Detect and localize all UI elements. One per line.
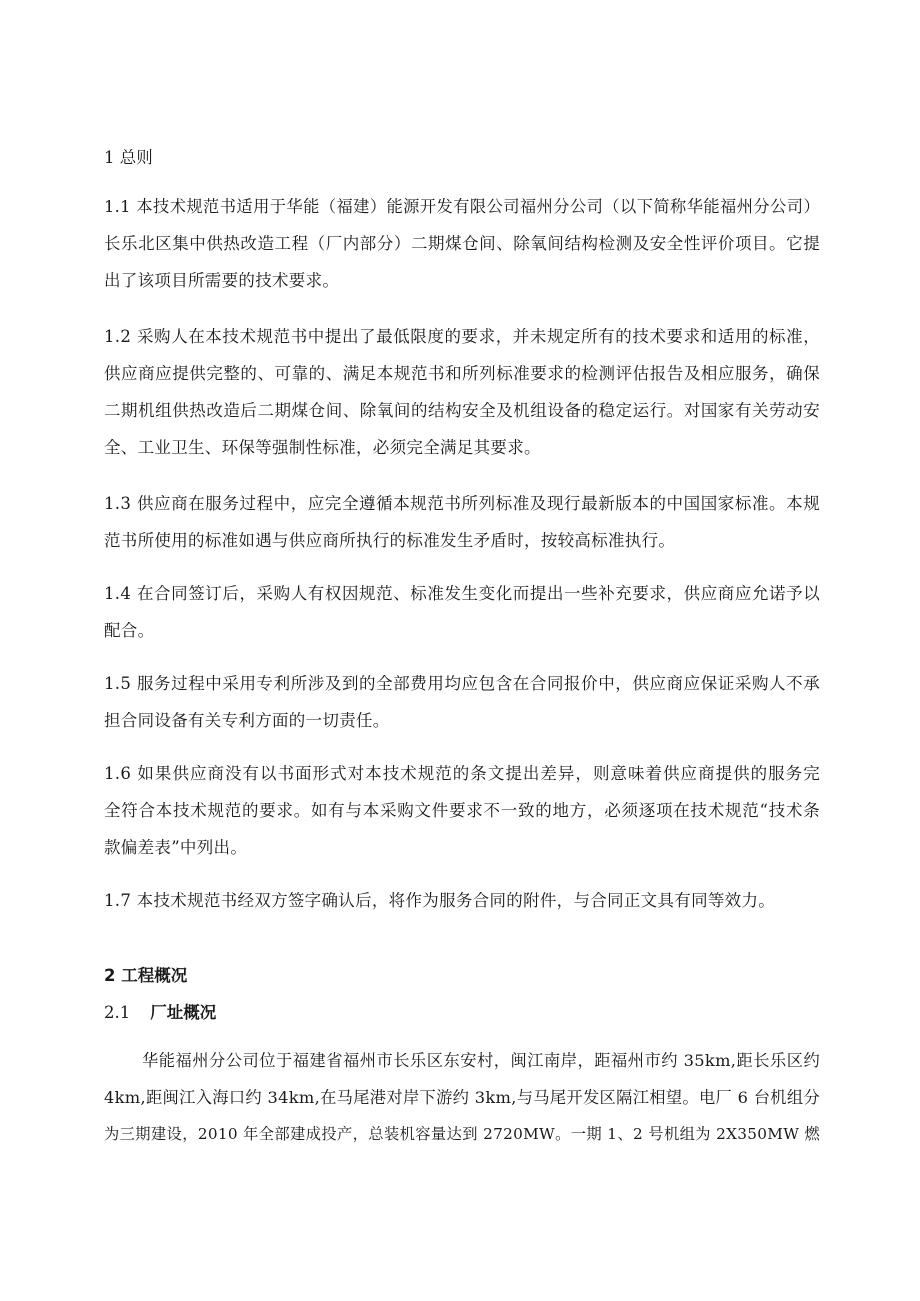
clause-1-2-line: 1.2 采购人在本技术规范书中提出了最低限度的要求，并未规定所有的技术要求和适用的标准， bbox=[104, 327, 820, 346]
subsection-2-1-number: 2.1 bbox=[104, 1003, 131, 1022]
clause-1-2-line: 全、工业卫生、环保等强制性标准，必须完全满足其要求。 bbox=[104, 438, 541, 457]
subsection-2-1-heading bbox=[104, 994, 216, 1031]
subsection-2-1-title: 厂址概况 bbox=[150, 1003, 217, 1022]
site-overview-paragraph bbox=[104, 1042, 820, 1153]
clause-1-2-line: 供应商应提供完整的、可靠的、满足本规范书和所列标准要求的检测评估报告及相应服务，确保 bbox=[104, 364, 820, 383]
clause-1-5 bbox=[104, 665, 820, 739]
clause-1-1-line: 出了该项目所需要的技术要求。 bbox=[104, 271, 340, 290]
clause-1-4-line: 1.4 在合同签订后，采购人有权因规范、标准发生变化而提出一些补充要求，供应商应允诺予以 bbox=[104, 584, 820, 603]
clause-1-1-line: 1.1 本技术规范书适用于华能（福建）能源开发有限公司福州分公司（以下简称华能福州分公司） bbox=[104, 197, 820, 216]
section-2-title: 2 工程概况 bbox=[104, 966, 188, 985]
clause-1-2 bbox=[104, 318, 820, 466]
site-overview-line: 华能福州分公司位于福建省福州市长乐区东安村，闽江南岸，距福州市约 35km,距长乐区约 bbox=[142, 1051, 820, 1070]
clause-1-6-line: 1.6 如果供应商没有以书面形式对本技术规范的条文提出差异，则意味着供应商提供的服务完 bbox=[104, 764, 820, 783]
clause-1-6-line: 全符合本技术规范的要求。如有与本采购文件要求不一致的地方，必须逐项在技术规范“技术条 bbox=[104, 801, 820, 820]
site-overview-line: 为三期建设，2010 年全部建成投产，总装机容量达到 2720MW。一期 1、2 号机组为 2X350MW 燃 bbox=[104, 1125, 820, 1143]
clause-1-6 bbox=[104, 755, 820, 866]
clause-1-6-line: 款偏差表”中列出。 bbox=[104, 838, 248, 857]
clause-1-3 bbox=[104, 485, 820, 559]
section-1-title: 1 总则 bbox=[104, 148, 153, 167]
clause-1-7 bbox=[104, 882, 820, 919]
clause-1-3-line: 范书所使用的标准如遇与供应商所执行的标准发生矛盾时，按较高标准执行。 bbox=[104, 531, 676, 550]
clause-1-5-line: 担合同设备有关专利方面的一切责任。 bbox=[104, 711, 390, 730]
clause-1-7-line: 1.7 本技术规范书经双方签字确认后，将作为服务合同的附件，与合同正文具有同等效力。 bbox=[104, 891, 776, 910]
clause-1-3-line: 1.3 供应商在服务过程中，应完全遵循本规范书所列标准及现行最新版本的中国国家标准。本规 bbox=[104, 494, 820, 513]
clause-1-1 bbox=[104, 188, 820, 299]
clause-1-4-line: 配合。 bbox=[104, 621, 155, 640]
site-overview-line: 4km,距闽江入海口约 34km,在马尾港对岸下游约 3km,与马尾开发区隔江相望。电厂 6 台机组分 bbox=[104, 1088, 820, 1107]
clause-1-1-line: 长乐北区集中供热改造工程（厂内部分）二期煤仓间、除氧间结构检测及安全性评价项目。它提 bbox=[104, 234, 820, 253]
clause-1-5-line: 1.5 服务过程中采用专利所涉及到的全部费用均应包含在合同报价中，供应商应保证采购人不承 bbox=[104, 674, 820, 693]
clause-1-4 bbox=[104, 575, 820, 649]
clause-1-2-line: 二期机组供热改造后二期煤仓间、除氧间的结构安全及机组设备的稳定运行。对国家有关劳动安 bbox=[104, 401, 820, 420]
